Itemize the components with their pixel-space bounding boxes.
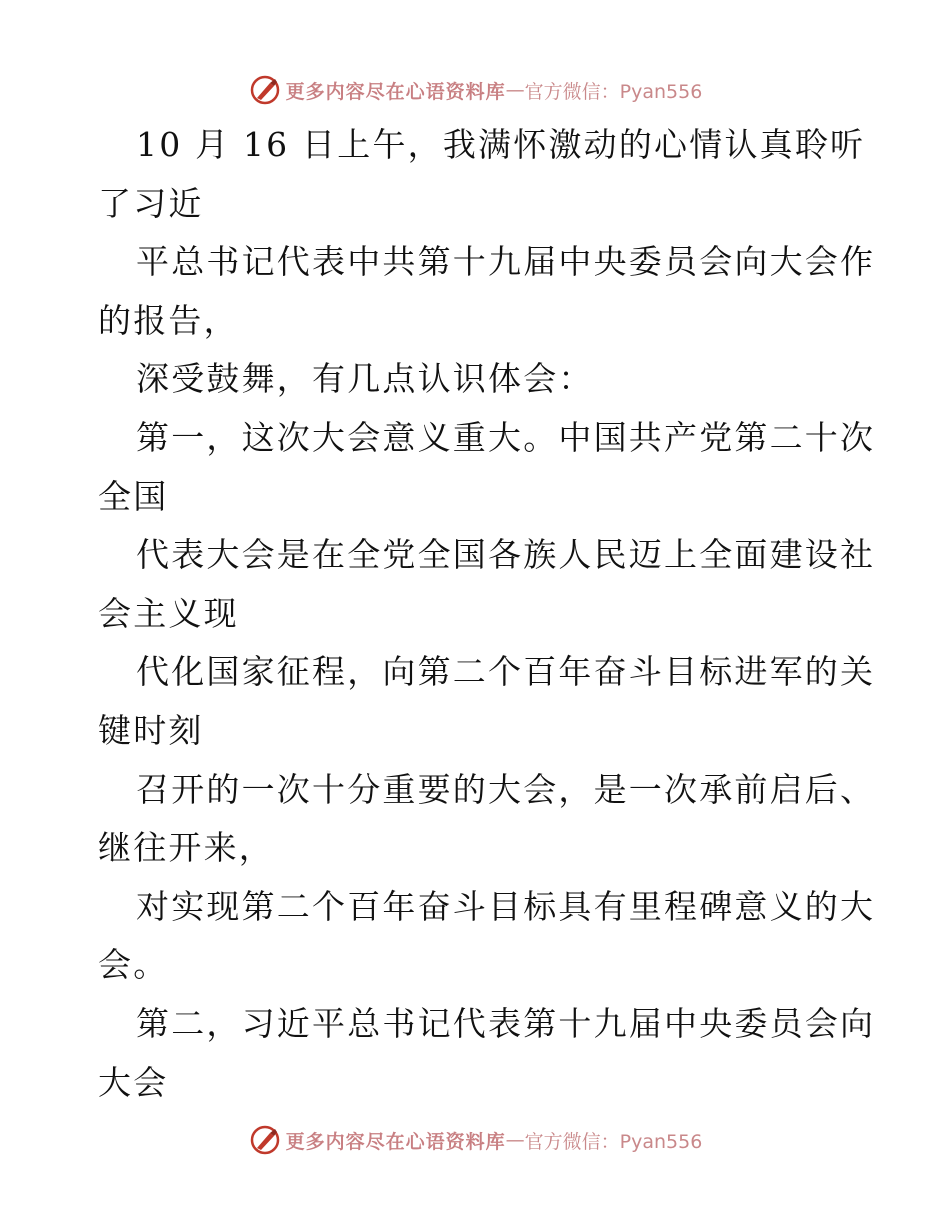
banner-site-text: 更多内容尽在心语资料库	[285, 80, 506, 103]
text-line: 平总书记代表中共第十九届中央委员会向大会作	[136, 242, 876, 282]
text-line: 了习近	[98, 183, 204, 223]
text-line: 继往开来，	[98, 828, 274, 868]
text-line: 代表大会是在全党全国各族人民迈上全面建设社	[136, 535, 876, 575]
text-line: 大会	[98, 1062, 169, 1102]
text-line: 代化国家征程，向第二个百年奋斗目标进军的关	[136, 652, 876, 692]
banner-site-text: 更多内容尽在心语资料库	[285, 1130, 506, 1153]
footer-banner	[0, 1120, 950, 1160]
text-line: 深受鼓舞，有几点认识体会：	[136, 359, 594, 399]
banner-separator: —	[505, 1129, 525, 1151]
text-line: 召开的一次十分重要的大会，是一次承前启后、	[136, 769, 876, 809]
banner-wechat-text: 官方微信：Pyan556	[524, 1130, 703, 1153]
text-line: 第一，这次大会意义重大。中国共产党第二十次	[136, 417, 876, 457]
text-line: 会主义现	[98, 593, 239, 633]
banner-wechat-text: 官方微信：Pyan556	[524, 80, 703, 103]
pen-logo-icon	[248, 1123, 282, 1157]
text-line: 的报告，	[98, 300, 239, 340]
banner-separator: —	[505, 79, 525, 101]
text-line: 键时刻	[98, 710, 204, 750]
document-body	[98, 116, 876, 1112]
header-banner	[0, 70, 950, 110]
text-line: 全国	[98, 476, 169, 516]
text-line: 第二，习近平总书记代表第十九届中央委员会向	[136, 1003, 876, 1043]
text-line: 会。	[98, 945, 169, 985]
text-line: 10 月 16 日上午，我满怀激动的心情认真聆听	[136, 125, 866, 164]
pen-logo-icon	[248, 73, 282, 107]
text-line: 对实现第二个百年奋斗目标具有里程碑意义的大	[136, 886, 876, 926]
